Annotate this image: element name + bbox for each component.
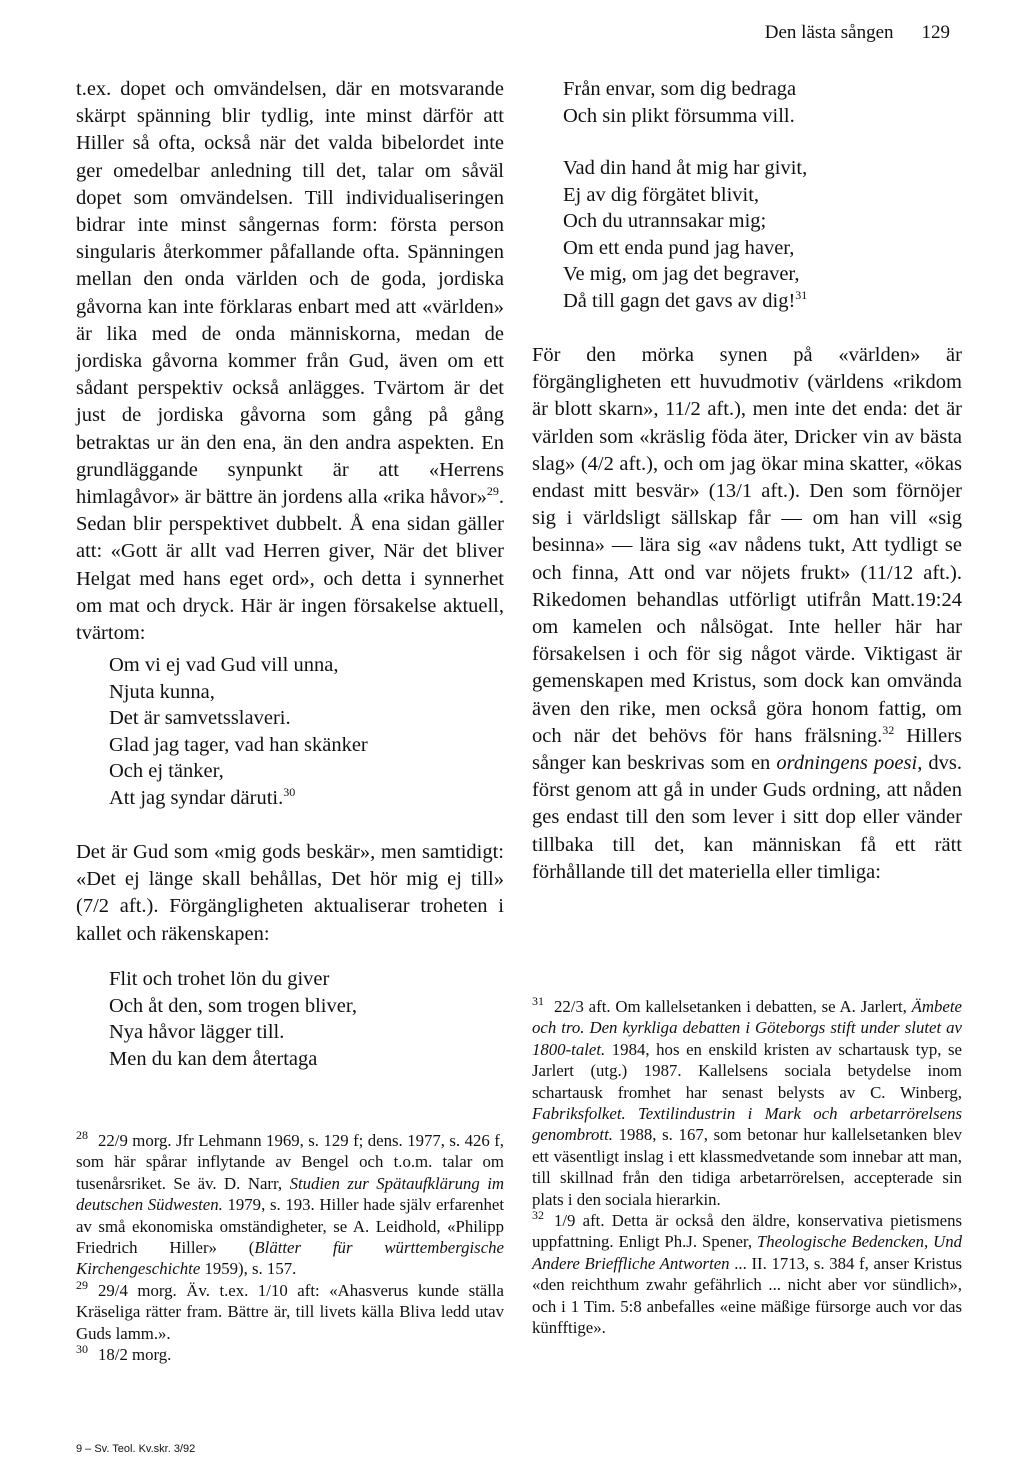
- running-head-title: Den lästa sången: [764, 22, 894, 43]
- italic-text: Fabriksfolket. Textilindustrin i Mark och arbetarrörelsens genombrott.: [532, 1104, 962, 1145]
- verse-line: Och sin plikt försumma vill.: [563, 104, 795, 127]
- left-footnotes: [76, 1130, 504, 1365]
- right-verse-b: [563, 155, 953, 315]
- verse-line: Ve mig, om jag det begraver,: [563, 263, 800, 286]
- left-verse-2: [109, 966, 489, 1072]
- footnote: [76, 1280, 504, 1344]
- text-run: 1984, hos en enskild kristen av schartausk typ, se Jarlert (utg.) 1987. Kallelsens sociala betydelse inom schartausk fromhet har senast belysts av C. Winberg,: [532, 1039, 962, 1102]
- verse-line: Då till gagn det gavs av dig!$^{31}$: [563, 288, 808, 312]
- italic-text: ordningens poesi,: [776, 752, 923, 775]
- text-run: dvs. först genom att gå in under Guds ordning, att nåden ges endast till den som lever i sitt dop eller vänder tillbaka till det, kan människan få ett rätt förhållande till det materiella eller timliga:: [532, 752, 962, 883]
- paragraph: [76, 76, 504, 647]
- left-paragraph-2: Det är Gud som «mig gods beskär», men samtidigt: «Det ej länge skall behållas, Det hör mig ej till» (7/2 aft.). Förgängligheten aktualiserar troheten i kallet och räkenskapen:: [76, 841, 504, 945]
- verse-line: Ej av dig förgätet blivit,: [563, 183, 760, 206]
- text-run: 22/3 aft. Om kallelsetanken i debatten, se A. Jarlert,: [554, 997, 912, 1016]
- verse-line: Flit och trohet lön du giver: [109, 968, 330, 990]
- footnote-ref: 30: [283, 785, 296, 800]
- text-run: 1959), s. 157.: [200, 1259, 297, 1279]
- verse-line: Nya håvor lägger till.: [109, 1021, 285, 1044]
- text-run: 18/2 morg.: [98, 1345, 172, 1365]
- text-run: 22/9 morg. Jfr Lehmann 1969, s. 129 f; dens. 1977, s. 426 f, som här spårar inflytande av Bengel och t.o.m. talar om tusenårsriket. Se äv. D. Narr,: [76, 1131, 504, 1193]
- footnote-ref: 31: [795, 288, 808, 303]
- verse-line: Glad jag tager, vad han skänker: [109, 733, 368, 756]
- verse-line: Att jag syndar däruti.$^{30}$: [109, 785, 296, 809]
- footnote-ref: 29: [486, 484, 499, 499]
- footnote: [76, 1130, 504, 1280]
- text-run: . Sedan blir perspektivet dubbelt. Å ena sidan gäller att: «Gott är allt vad Herren giver, När det bliver Helgat med hans eget ord», och detta i synnerhet om mat och dryck. Här är ingen försakelse aktuell, tvärtom:: [76, 486, 504, 645]
- footnote-number: 29: [76, 1278, 88, 1293]
- left-paragraph-1: [76, 76, 504, 647]
- text-run: 1979, s. 193. Hiller hade själv erfarenhet av små ekonomiska omständigheter, se A. Leidhold, «Philipp Friedrich Hiller» (: [76, 1195, 504, 1258]
- footnote-number: 30: [76, 1342, 88, 1357]
- italic-text: Ämbete och tro. Den kyrkliga debatten i Göteborgs stift under slutet av 1800-talet.: [532, 997, 962, 1059]
- page-number: 129: [921, 22, 950, 43]
- verse-line: Vad din hand åt mig har givit,: [563, 157, 808, 179]
- footnote-number: 31: [532, 994, 544, 1009]
- text-run: 29/4 morg. Äv. t.ex. 1/10 aft: «Ahasverus kunde ställa Kräseliga rätter fram. Bättre är, till livets källa Bliva ledd utav Guds lamm.».: [76, 1280, 504, 1343]
- footnote-ref: 32: [882, 723, 895, 738]
- verse-line: Om ett enda pund jag haver,: [563, 236, 795, 259]
- verse-line: Från envar, som dig bedraga: [563, 78, 797, 100]
- text-run: t.ex. dopet och omvändelsen, där en motsvarande skärpt spänning blir tydlig, inte minst därför att Hiller så ofta, också när det valda bibelordet inte ger omedelbar anledning till det, talar om såväl dopet som omvändelsen. Till individualiseringen bidrar inte minst sångernas form: första person singularis återkommer påfallande ofta. Spänningen mellan den onda världen och de goda, jordiska gåvorna kan inte förklaras enbart med att «världen» är lika med de onda människorna, medan de jordiska gåvorna kommer från Gud, även om ett sådant perspektiv också anlägges. Tvärtom är det just de jordiska gåvorna som gång på gång betraktas ur än den ena, än den andra aspekten. En grundläggande synpunkt är att «Herrens himlagåvor» är bättre än jordens alla «rika håvor»: [76, 78, 504, 509]
- footnote-number: 28: [76, 1128, 88, 1143]
- italic-text: Theologische Bedencken, Und Andere Brieffliche Antworten: [532, 1232, 962, 1273]
- verse-line: Och du utrannsakar mig;: [563, 210, 767, 233]
- footnote: [532, 1210, 962, 1338]
- signature-line: 9 – Sv. Teol. Kv.skr. 3/92: [76, 1443, 196, 1455]
- right-paragraph-1: [532, 342, 962, 886]
- verse-line: Men du kan dem återtaga: [109, 1047, 318, 1070]
- right-footnotes: [532, 996, 962, 1339]
- footnote: [76, 1344, 504, 1365]
- footnote-number: 32: [532, 1208, 544, 1223]
- italic-text: Studien zur Spätaufklärung im deutschen Südwesten.: [76, 1173, 504, 1215]
- verse-line: Och åt den, som trogen bliver,: [109, 994, 357, 1017]
- text-run: Hillers sånger kan beskrivas som en: [532, 724, 963, 775]
- verse-line: Njuta kunna,: [109, 680, 215, 703]
- verse-line: Och ej tänker,: [109, 760, 224, 783]
- footnote: [532, 996, 962, 1210]
- italic-text: Blätter für württembergische Kirchengeschichte: [76, 1238, 504, 1279]
- running-head: [600, 22, 950, 44]
- paragraph: [532, 342, 962, 886]
- text-run: 1988, s. 167, som betonar hur kallelsetanken blev ett väsentligt inslag i ett klassmedvetande som innebar att man, till skillnad från den tidiga arbetarrörelsen, accepterade sin plats i den sociala hierarkin.: [532, 1125, 962, 1209]
- text-run: ... II. 1713, s. 384 f, anser Kristus «den reichthum zwahr gefährlich ... nicht aber vor sündlich», och i 1 Tim. 5:8 anbefalles «eine mäßige fürsorge auch vor das künfftige».: [532, 1253, 963, 1338]
- text-run: 1/9 aft. Detta är också den äldre, konservativa pietismens uppfattning. Enligt Ph.J. Spener,: [532, 1211, 962, 1252]
- left-verse-1: [109, 652, 489, 812]
- verse-line: Om vi ej vad Gud vill unna,: [109, 654, 339, 676]
- text-run: För den mörka synen på «världen» är förgängligheten ett huvudmotiv (världens «rikdom är blott skarn», 11/2 aft.), men inte det enda: det är världen som «kräslig föda äter, Dricker vin av bästa slag» (4/2 aft.), och om jag ökar mina skatter, «ökas endast mitt besvär» (13/1 aft.). Den som förnöjer sig i världsligt sällskap får — om han vill «sig besinna» — lära sig «av nådens tukt, Att tydligt se och finna, Att ond var nöjets frukt» (11/12 aft.). Rikedomen behandlas utförligt utifrån Matt.19:24 om kamelen och nålsögat. Inte heller här har försakelsen i och för sig något värde. Viktigast är gemenskapen med Kristus, som dock kan omvända även den rike, men också göra honom fattig, om och när det behövs för hans frälsning.: [532, 344, 962, 747]
- verse-line: Det är samvetsslaveri.: [109, 707, 291, 730]
- right-verse-a: [563, 76, 953, 129]
